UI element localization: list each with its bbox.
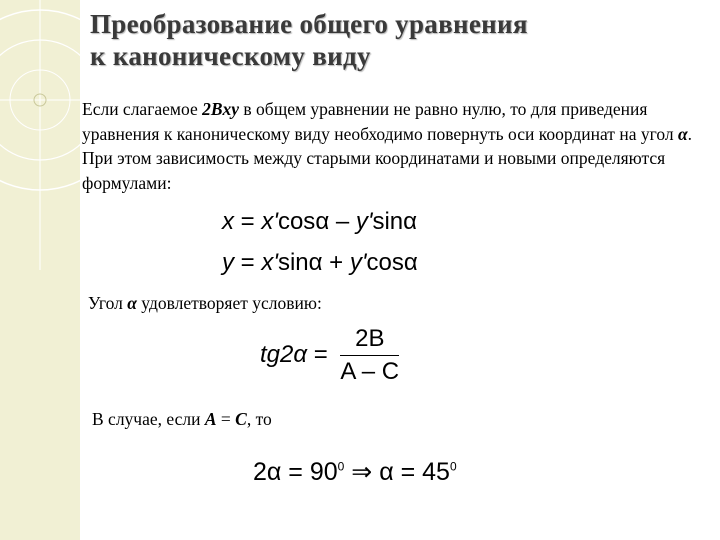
term-2bxy: 2Bxy (202, 99, 240, 119)
intro-text-3: . При этом зависимость между старыми координатами и новыми определяются формулами: (82, 123, 693, 193)
title-line-2: к каноническому виду (90, 41, 371, 71)
alpha-symbol: α (677, 123, 688, 144)
fraction-denominator: A – C (340, 358, 400, 385)
formula-tg: tg2α = $\frac{2B}{A - C}$ (260, 325, 400, 385)
fraction-numerator: 2B (340, 325, 399, 356)
case-text: В случае, если A = C, то (92, 409, 272, 429)
intro-text-2: в общем уравнении не равно нулю, то для приведения уравнения к каноническому виду необходимо повернуть оси координат на угол (82, 99, 678, 144)
formula-final: $2\alpha = 90^0$ ⇒ $\alpha = 45^0$ (253, 458, 457, 486)
intro-paragraph (82, 97, 712, 195)
title-line-1: Преобразование общего уравнения (90, 9, 528, 39)
slide-title (90, 8, 528, 72)
intro-text-1: Если слагаемое (82, 99, 203, 119)
fraction (340, 325, 399, 386)
formula-x: x = x'cosα – y'sinα (222, 208, 418, 235)
angle-condition-text: Угол α удовлетворяет условию: (88, 293, 322, 313)
formula-y: y = x'sinα + y'cosα (222, 249, 418, 276)
